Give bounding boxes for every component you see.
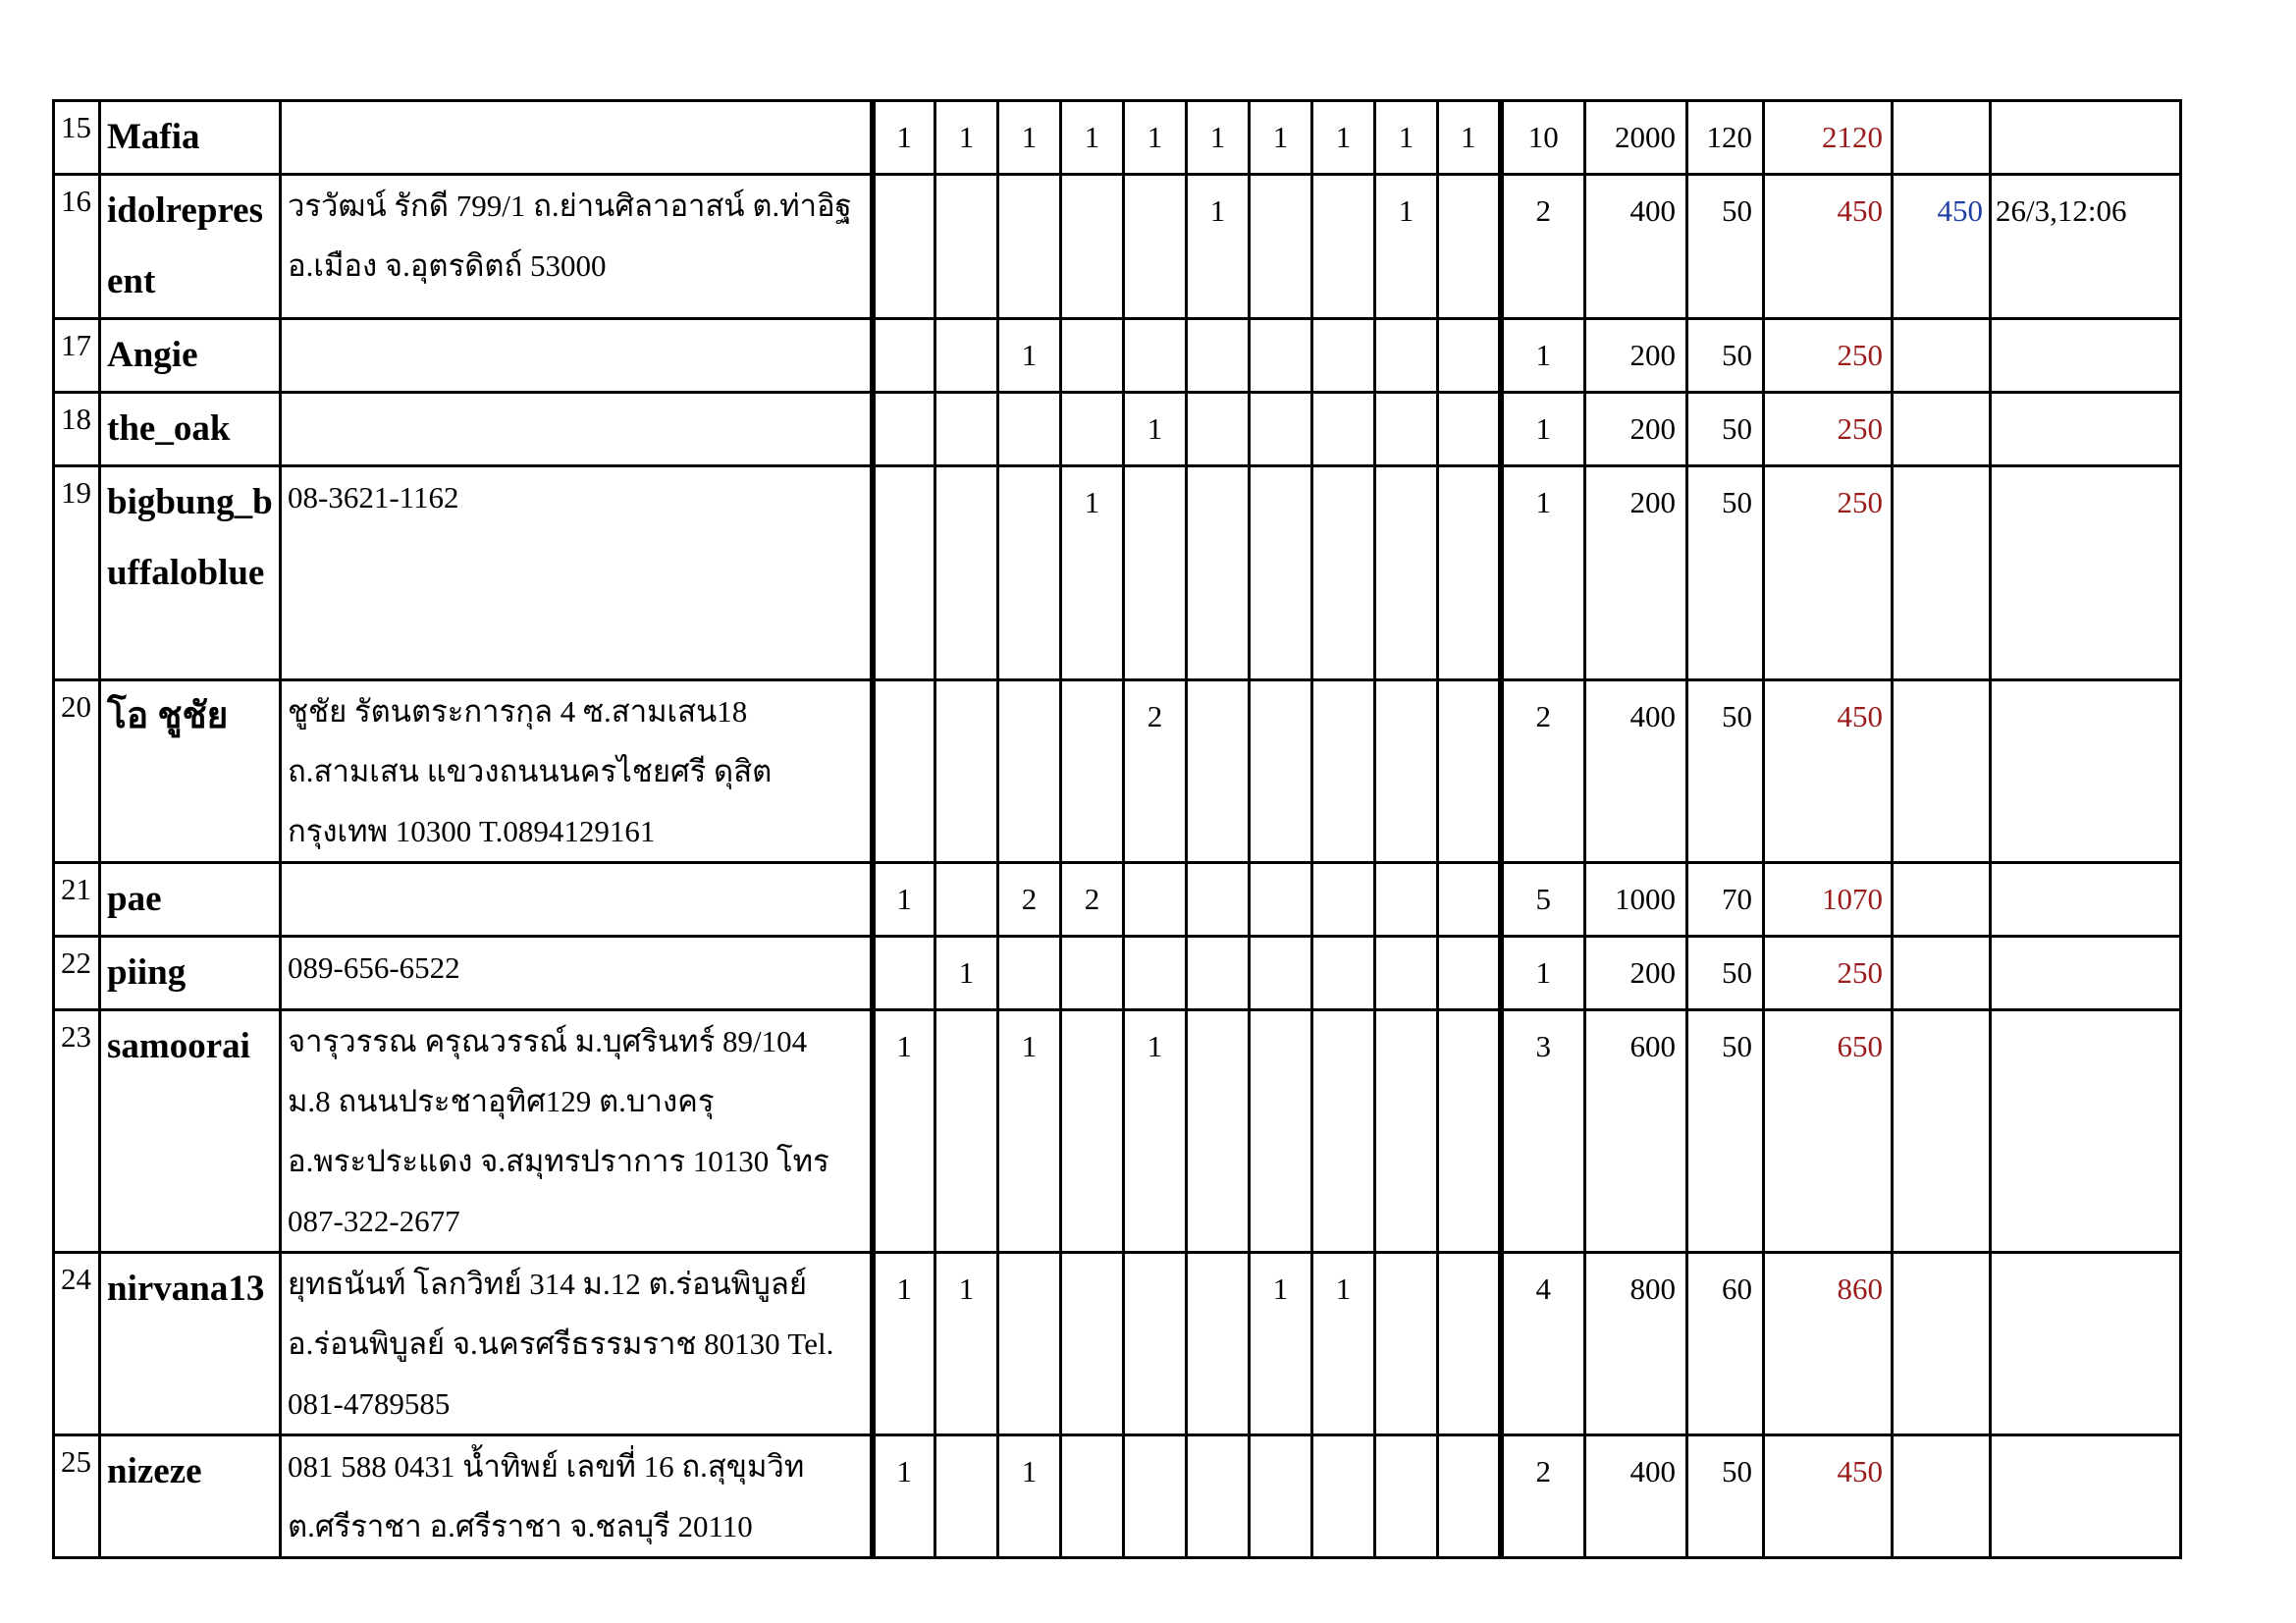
price-cell: 200 [1585, 937, 1687, 1010]
quantity-cell-10 [1438, 1435, 1501, 1558]
total-quantity-cell: 5 [1501, 863, 1585, 937]
total-quantity-cell: 10 [1501, 101, 1585, 175]
quantity-cell-9 [1375, 466, 1438, 680]
paid-date-cell [1991, 1010, 2181, 1253]
address-cell [281, 393, 873, 466]
quantity-cell-5 [1124, 175, 1187, 319]
quantity-cell-5 [1124, 1253, 1187, 1435]
quantity-cell-8: 1 [1312, 1253, 1375, 1435]
total-quantity-cell: 3 [1501, 1010, 1585, 1253]
quantity-cell-10 [1438, 937, 1501, 1010]
paid-date-cell [1991, 319, 2181, 393]
paid-date-cell [1991, 863, 2181, 937]
paid-amount-cell: 450 [1893, 175, 1991, 319]
shipping-cell: 50 [1687, 319, 1764, 393]
quantity-cell-8: 1 [1312, 101, 1375, 175]
quantity-cell-4 [1061, 680, 1124, 863]
grand-total-cell: 250 [1764, 319, 1893, 393]
quantity-cell-1 [873, 393, 935, 466]
quantity-cell-4: 1 [1061, 466, 1124, 680]
quantity-cell-3 [998, 937, 1061, 1010]
address-line: จารุวรรณ ครุณวรรณ์ ม.บุศรินทร์ 89/104 [288, 1024, 808, 1058]
address-line: ต.ศรีราชา อ.ศรีราชา จ.ชลบุรี 20110 [288, 1509, 753, 1543]
total-quantity-cell: 1 [1501, 319, 1585, 393]
paid-amount-cell [1893, 863, 1991, 937]
price-cell: 400 [1585, 1435, 1687, 1558]
table-row [54, 1253, 2181, 1435]
total-quantity-cell: 2 [1501, 1435, 1585, 1558]
quantity-cell-4 [1061, 937, 1124, 1010]
quantity-cell-3 [998, 466, 1061, 680]
address-line: อ.พระประแดง จ.สมุทรปราการ 10130 โทร [288, 1144, 829, 1178]
quantity-cell-5 [1124, 466, 1187, 680]
customer-name-cell: idolrepresent [100, 175, 281, 319]
address-line: 081 588 0431 น้ำทิพย์ เลขที่ 16 ถ.สุขุมวิท [288, 1449, 805, 1484]
table-row [54, 680, 2181, 863]
address-line: อ.เมือง จ.อุตรดิตถ์ 53000 [288, 248, 607, 283]
paid-amount-cell [1893, 466, 1991, 680]
quantity-cell-2: 1 [935, 937, 998, 1010]
quantity-cell-10: 1 [1438, 101, 1501, 175]
quantity-cell-7 [1250, 937, 1312, 1010]
quantity-cell-2 [935, 319, 998, 393]
quantity-cell-8 [1312, 466, 1375, 680]
quantity-cell-1: 1 [873, 1010, 935, 1253]
quantity-cell-3: 1 [998, 1435, 1061, 1558]
quantity-cell-6 [1187, 680, 1250, 863]
grand-total-cell: 250 [1764, 393, 1893, 466]
quantity-cell-5 [1124, 1435, 1187, 1558]
order-table [52, 99, 2182, 1559]
grand-total-cell: 450 [1764, 1435, 1893, 1558]
quantity-cell-8 [1312, 393, 1375, 466]
shipping-cell: 50 [1687, 680, 1764, 863]
paid-date-cell [1991, 393, 2181, 466]
quantity-cell-3: 1 [998, 101, 1061, 175]
row-number-cell: 19 [54, 466, 100, 680]
total-quantity-cell: 2 [1501, 680, 1585, 863]
shipping-cell: 70 [1687, 863, 1764, 937]
quantity-cell-1: 1 [873, 863, 935, 937]
quantity-cell-5 [1124, 937, 1187, 1010]
quantity-cell-7: 1 [1250, 1253, 1312, 1435]
quantity-cell-3 [998, 1253, 1061, 1435]
quantity-cell-5: 1 [1124, 393, 1187, 466]
row-number-cell: 17 [54, 319, 100, 393]
quantity-cell-2 [935, 393, 998, 466]
quantity-cell-4 [1061, 1010, 1124, 1253]
customer-name-cell: pae [100, 863, 281, 937]
quantity-cell-9 [1375, 1253, 1438, 1435]
quantity-cell-2 [935, 680, 998, 863]
quantity-cell-9 [1375, 937, 1438, 1010]
total-quantity-cell: 1 [1501, 466, 1585, 680]
quantity-cell-6 [1187, 1010, 1250, 1253]
customer-name-cell: the_oak [100, 393, 281, 466]
quantity-cell-10 [1438, 1253, 1501, 1435]
address-cell [281, 1010, 873, 1253]
customer-name-cell: nizeze [100, 1435, 281, 1558]
paid-date-cell [1991, 1435, 2181, 1558]
row-number-cell: 15 [54, 101, 100, 175]
quantity-cell-7 [1250, 319, 1312, 393]
address-cell [281, 937, 873, 1010]
quantity-cell-10 [1438, 466, 1501, 680]
quantity-cell-6 [1187, 1435, 1250, 1558]
grand-total-cell: 860 [1764, 1253, 1893, 1435]
table-row [54, 1010, 2181, 1253]
quantity-cell-8 [1312, 937, 1375, 1010]
total-quantity-cell: 1 [1501, 393, 1585, 466]
paid-date-cell: 26/3,12:06 [1991, 175, 2181, 319]
quantity-cell-7 [1250, 863, 1312, 937]
row-number-cell: 23 [54, 1010, 100, 1253]
quantity-cell-9 [1375, 1435, 1438, 1558]
address-line: ชูชัย รัตนตระการกุล 4 ซ.สามเสน18 [288, 694, 748, 729]
quantity-cell-8 [1312, 863, 1375, 937]
address-line: อ.ร่อนพิบูลย์ จ.นครศรีธรรมราช 80130 Tel. [288, 1326, 834, 1361]
price-cell: 800 [1585, 1253, 1687, 1435]
row-number-cell: 21 [54, 863, 100, 937]
quantity-cell-10 [1438, 680, 1501, 863]
quantity-cell-10 [1438, 319, 1501, 393]
quantity-cell-8 [1312, 175, 1375, 319]
quantity-cell-6 [1187, 393, 1250, 466]
grand-total-cell: 250 [1764, 937, 1893, 1010]
quantity-cell-1 [873, 680, 935, 863]
paid-date-cell [1991, 937, 2181, 1010]
grand-total-cell: 250 [1764, 466, 1893, 680]
total-quantity-cell: 2 [1501, 175, 1585, 319]
quantity-cell-4 [1061, 319, 1124, 393]
quantity-cell-1 [873, 175, 935, 319]
address-cell [281, 101, 873, 175]
table-row [54, 393, 2181, 466]
row-number-cell: 18 [54, 393, 100, 466]
quantity-cell-1: 1 [873, 101, 935, 175]
quantity-cell-4 [1061, 175, 1124, 319]
table-row [54, 1435, 2181, 1558]
quantity-cell-3: 1 [998, 1010, 1061, 1253]
table-row [54, 466, 2181, 680]
quantity-cell-3 [998, 175, 1061, 319]
paid-amount-cell [1893, 393, 1991, 466]
paid-amount-cell [1893, 1435, 1991, 1558]
customer-name-cell: Mafia [100, 101, 281, 175]
grand-total-cell: 650 [1764, 1010, 1893, 1253]
quantity-cell-2: 1 [935, 101, 998, 175]
quantity-cell-6 [1187, 466, 1250, 680]
price-cell: 200 [1585, 319, 1687, 393]
paid-amount-cell [1893, 680, 1991, 863]
customer-name-cell: Angie [100, 319, 281, 393]
quantity-cell-6 [1187, 937, 1250, 1010]
quantity-cell-3 [998, 680, 1061, 863]
address-cell [281, 175, 873, 319]
quantity-cell-8 [1312, 319, 1375, 393]
quantity-cell-1 [873, 319, 935, 393]
price-cell: 2000 [1585, 101, 1687, 175]
shipping-cell: 50 [1687, 1010, 1764, 1253]
address-line: ม.8 ถนนประชาอุทิศ129 ต.บางครุ [288, 1084, 715, 1118]
quantity-cell-5 [1124, 863, 1187, 937]
address-line: ถ.สามเสน แขวงถนนนครไชยศรี ดุสิต [288, 754, 773, 788]
quantity-cell-8 [1312, 1435, 1375, 1558]
grand-total-cell: 450 [1764, 175, 1893, 319]
paid-date-cell [1991, 101, 2181, 175]
quantity-cell-10 [1438, 393, 1501, 466]
quantity-cell-6: 1 [1187, 101, 1250, 175]
quantity-cell-10 [1438, 175, 1501, 319]
quantity-cell-3 [998, 393, 1061, 466]
row-number-cell: 22 [54, 937, 100, 1010]
row-number-cell: 25 [54, 1435, 100, 1558]
paid-amount-cell [1893, 1010, 1991, 1253]
price-cell: 200 [1585, 466, 1687, 680]
quantity-cell-9 [1375, 1010, 1438, 1253]
quantity-cell-6 [1187, 863, 1250, 937]
table-row [54, 937, 2181, 1010]
quantity-cell-1: 1 [873, 1253, 935, 1435]
quantity-cell-1 [873, 937, 935, 1010]
paid-amount-cell [1893, 101, 1991, 175]
quantity-cell-8 [1312, 1010, 1375, 1253]
price-cell: 1000 [1585, 863, 1687, 937]
quantity-cell-10 [1438, 1010, 1501, 1253]
shipping-cell: 50 [1687, 393, 1764, 466]
address-cell [281, 1435, 873, 1558]
grand-total-cell: 450 [1764, 680, 1893, 863]
table-row [54, 175, 2181, 319]
quantity-cell-9 [1375, 680, 1438, 863]
paid-date-cell [1991, 1253, 2181, 1435]
price-cell: 400 [1585, 175, 1687, 319]
table-row [54, 101, 2181, 175]
quantity-cell-6 [1187, 1253, 1250, 1435]
quantity-cell-7 [1250, 393, 1312, 466]
customer-name-cell: piing [100, 937, 281, 1010]
quantity-cell-6 [1187, 319, 1250, 393]
quantity-cell-4: 1 [1061, 101, 1124, 175]
quantity-cell-2 [935, 1010, 998, 1253]
total-quantity-cell: 1 [1501, 937, 1585, 1010]
quantity-cell-2 [935, 1435, 998, 1558]
quantity-cell-7 [1250, 1435, 1312, 1558]
shipping-cell: 50 [1687, 937, 1764, 1010]
table-row [54, 863, 2181, 937]
address-line: 08-3621-1162 [288, 480, 459, 514]
quantity-cell-5: 1 [1124, 101, 1187, 175]
address-line: 087-322-2677 [288, 1204, 460, 1238]
quantity-cell-2: 1 [935, 1253, 998, 1435]
address-cell [281, 466, 873, 680]
quantity-cell-5: 2 [1124, 680, 1187, 863]
quantity-cell-8 [1312, 680, 1375, 863]
shipping-cell: 50 [1687, 175, 1764, 319]
paid-date-cell [1991, 680, 2181, 863]
quantity-cell-7 [1250, 680, 1312, 863]
quantity-cell-4 [1061, 1253, 1124, 1435]
shipping-cell: 50 [1687, 1435, 1764, 1558]
address-line: 089-656-6522 [288, 950, 460, 985]
quantity-cell-4 [1061, 1435, 1124, 1558]
quantity-cell-9 [1375, 863, 1438, 937]
price-cell: 400 [1585, 680, 1687, 863]
quantity-cell-9: 1 [1375, 101, 1438, 175]
shipping-cell: 60 [1687, 1253, 1764, 1435]
row-number-cell: 24 [54, 1253, 100, 1435]
address-line: 081-4789585 [288, 1386, 451, 1421]
row-number-cell: 16 [54, 175, 100, 319]
table-row [54, 319, 2181, 393]
address-cell [281, 680, 873, 863]
grand-total-cell: 1070 [1764, 863, 1893, 937]
quantity-cell-6: 1 [1187, 175, 1250, 319]
quantity-cell-3: 1 [998, 319, 1061, 393]
price-cell: 200 [1585, 393, 1687, 466]
quantity-cell-2 [935, 863, 998, 937]
quantity-cell-4 [1061, 393, 1124, 466]
quantity-cell-9 [1375, 319, 1438, 393]
customer-name-cell: nirvana13 [100, 1253, 281, 1435]
quantity-cell-9 [1375, 393, 1438, 466]
customer-name-cell: samoorai [100, 1010, 281, 1253]
price-cell: 600 [1585, 1010, 1687, 1253]
shipping-cell: 50 [1687, 466, 1764, 680]
shipping-cell: 120 [1687, 101, 1764, 175]
address-cell [281, 863, 873, 937]
address-line: วรวัฒน์ รักดี 799/1 ถ.ย่านศิลาอาสน์ ต.ท่าอิฐ [288, 189, 852, 223]
address-cell [281, 1253, 873, 1435]
paid-amount-cell [1893, 319, 1991, 393]
paid-amount-cell [1893, 937, 1991, 1010]
quantity-cell-10 [1438, 863, 1501, 937]
quantity-cell-1: 1 [873, 1435, 935, 1558]
quantity-cell-5 [1124, 319, 1187, 393]
quantity-cell-2 [935, 466, 998, 680]
quantity-cell-3: 2 [998, 863, 1061, 937]
quantity-cell-7 [1250, 466, 1312, 680]
quantity-cell-1 [873, 466, 935, 680]
total-quantity-cell: 4 [1501, 1253, 1585, 1435]
customer-name-cell: bigbung_buffaloblue [100, 466, 281, 680]
paid-amount-cell [1893, 1253, 1991, 1435]
grand-total-cell: 2120 [1764, 101, 1893, 175]
quantity-cell-5: 1 [1124, 1010, 1187, 1253]
address-cell [281, 319, 873, 393]
quantity-cell-7: 1 [1250, 101, 1312, 175]
paid-date-cell [1991, 466, 2181, 680]
customer-name-cell: โอ ชูชัย [100, 680, 281, 863]
address-line: ยุทธนันท์ โลกวิทย์ 314 ม.12 ต.ร่อนพิบูลย์ [288, 1267, 808, 1301]
row-number-cell: 20 [54, 680, 100, 863]
quantity-cell-2 [935, 175, 998, 319]
quantity-cell-4: 2 [1061, 863, 1124, 937]
quantity-cell-7 [1250, 1010, 1312, 1253]
quantity-cell-7 [1250, 175, 1312, 319]
address-line: กรุงเทพ 10300 T.0894129161 [288, 814, 656, 848]
quantity-cell-9: 1 [1375, 175, 1438, 319]
